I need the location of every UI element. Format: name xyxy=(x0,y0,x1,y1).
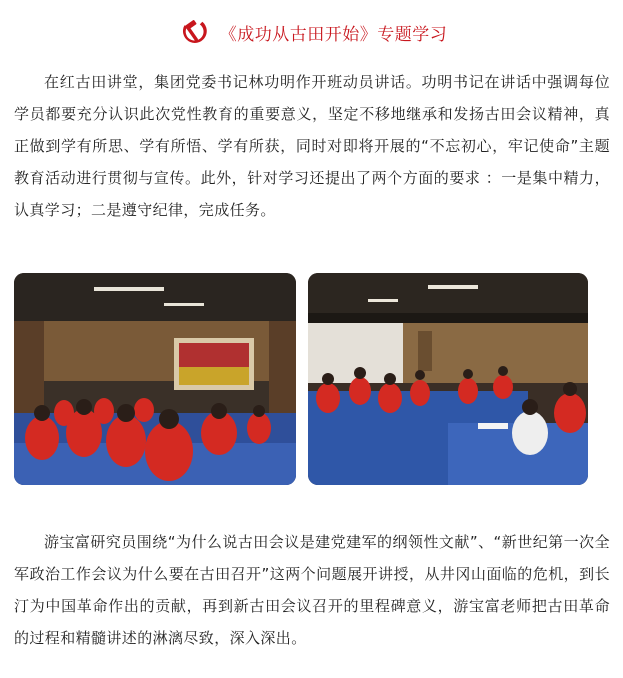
page-title: 《成功从古田开始》专题学习 xyxy=(219,24,448,45)
lecture-hall-photo xyxy=(14,273,296,485)
hammer-sickle-icon xyxy=(176,15,210,49)
intro-paragraph: 在红古田讲堂，集团党委书记林功明作开班动员讲话。功明书记在讲话中强调每位学员都要充分认识此次党性教育的重要意义，坚定不移地继承和发扬古田会议精神，真正做到学有所思、学有所悟、学有所获，同时对即将开展的“不忘初心，牢记使命”主题教育活动进行贯彻与宣传。此外，针对学习还提出了两个方面的要求 ：一是集中精力，认真学习；二是遵守纪律，完成任务。 xyxy=(14,73,610,219)
title-row xyxy=(0,12,623,52)
lecture-paragraph: 游宝富研究员围绕“为什么说古田会议是建党建军的纲领性文献”、“新世纪第一次全军政治工作会议为什么要在古田召开”这两个问题展开讲授，从井冈山面临的危机，到长汀为中国革命作出的贡献，再到新古田会议召开的里程碑意义，游宝富老师把古田革命的过程和精髓讲述的淋漓尽致，深入深出。 xyxy=(14,533,610,647)
classroom-photo xyxy=(308,273,588,485)
